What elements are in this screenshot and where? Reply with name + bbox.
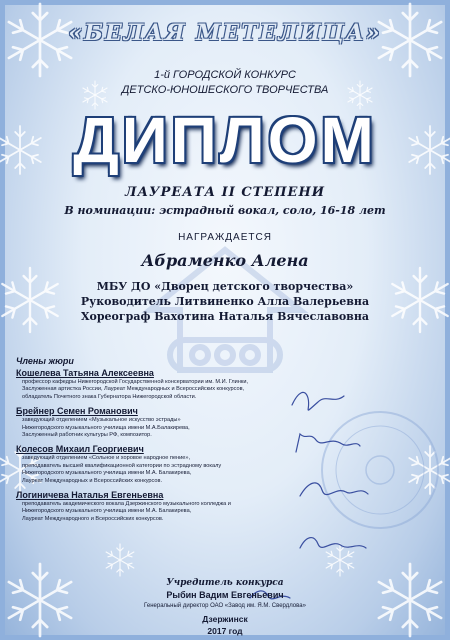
jury-member-title: преподаватель академического вокала Дзержинского музыкального колледжа и [22, 501, 231, 508]
jury-member [16, 367, 316, 401]
jury-section [16, 356, 316, 527]
jury-member-name: Колесов Михаил Георгиевич [16, 444, 144, 455]
founder-heading: Учредитель конкурса [166, 578, 284, 588]
jury-member-title: Нижегородского музыкального училища имени М.А. Балакирева, [22, 508, 192, 515]
jury-member [16, 443, 316, 485]
jury-member-title: Нижегородского музыкального училища имени М.А. Балакирева, [22, 470, 192, 477]
laureate-degree: ЛАУРЕАТА II СТЕПЕНИ [124, 185, 326, 200]
jury-member-title: Лауреат Международных и Всероссийских конкурсов. [22, 477, 163, 484]
diploma-title: ДИПЛОМ [73, 104, 377, 176]
founder-name: Рыбин Вадим Евгеньевич [166, 590, 284, 600]
founder-position: Генеральный директор ОАО «Завод им. Я.М. Свердлова» [144, 603, 306, 609]
jury-member-title: Заслуженная артистка России, Лауреат Международных и Всероссийских конкурсов, [22, 386, 245, 393]
jury-member-name: Брейнер Семен Романович [16, 406, 138, 417]
organization-choreographer: Хореограф Вахотина Наталья Вячеславовна [80, 310, 369, 323]
stamp-icon [322, 412, 438, 528]
jury-member-title: Заслуженный работник культуры РФ, композитор. [22, 432, 152, 439]
recipient-name: Абраменко Алена [141, 251, 309, 270]
jury-member [16, 405, 316, 439]
jury-member [16, 489, 316, 523]
jury-member-name: Логиничева Наталья Евгеньевна [16, 490, 164, 501]
jury-member-title: Лауреат Международного и Всероссийских конкурсов. [22, 515, 164, 522]
organization-name: МБУ ДО «Дворец детского творчества» [96, 280, 354, 293]
awarded-label: НАГРАЖДАЕТСЯ [178, 232, 272, 243]
year: 2017 год [207, 626, 243, 636]
jury-heading: Члены жюри [16, 356, 74, 366]
organization-head: Руководитель Литвиненко Алла Валерьевна [80, 295, 370, 308]
event-name: «БЕЛАЯ МЕТЕЛИЦА» [68, 20, 382, 46]
jury-member-title: преподаватель высшей квалификационной категории по эстрадному вокалу [22, 462, 222, 469]
jury-member-title: заведующий отделением «Музыкальное искусство эстрады» [22, 417, 181, 424]
jury-member-name: Кошелева Татьяна Алексеевна [16, 368, 154, 378]
nomination: В номинации: эстрадный вокал, соло, 16-18 лет [64, 204, 386, 217]
city: Дзержинск [202, 614, 248, 624]
jury-member-title: обладатель Почетного знака Губернатора Нижегородской области. [22, 393, 197, 400]
jury-member-title: Нижегородского музыкального училища имени М.А.Балакирева, [22, 424, 190, 431]
contest-line-2: ДЕТСКО-ЮНОШЕСКОГО ТВОРЧЕСТВА [121, 84, 329, 96]
contest-line-1: 1-й ГОРОДСКОЙ КОНКУРС [154, 69, 296, 81]
jury-member-title: заведующий отделением «Сольное и хоровое народное пение», [22, 455, 191, 462]
jury-member-title: профессор кафедры Нижегородской Государственной консерватории им. М.И. Глинки, [22, 379, 249, 385]
